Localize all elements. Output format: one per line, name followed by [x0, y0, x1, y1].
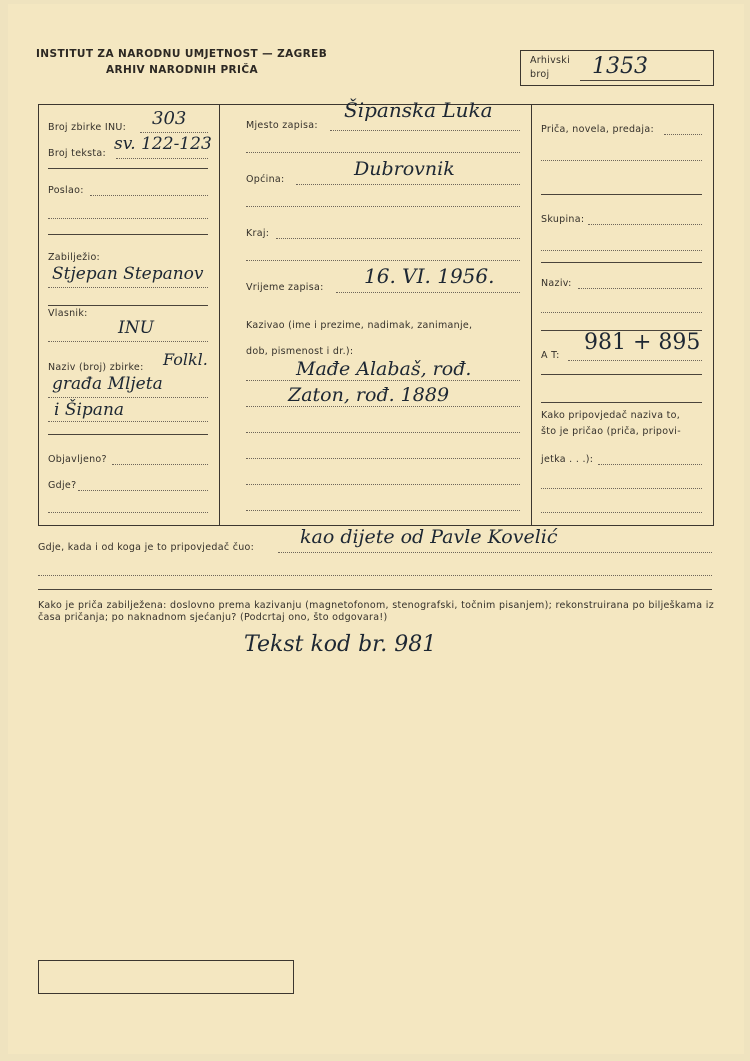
region-line — [276, 238, 520, 239]
narrator-line-2 — [246, 406, 520, 407]
region-label: Kraj: — [246, 228, 270, 239]
collection-name-value-1: Folkl. — [163, 350, 208, 369]
narrator-line-1 — [246, 380, 520, 381]
date-value: 16. VI. 1956. — [364, 264, 495, 288]
institute-title: INSTITUT ZA NARODNU UMJETNOST — ZAGREB — [36, 48, 328, 60]
where-label: Gdje? — [48, 480, 77, 491]
at-label: A T: — [541, 350, 560, 361]
archive-number-value: 1353 — [592, 54, 648, 79]
right-separator-2 — [541, 262, 702, 263]
archive-number-label-2: broj — [530, 69, 550, 80]
recorded-by-line — [48, 287, 208, 288]
published-label: Objavljeno? — [48, 454, 107, 465]
right-separator-1 — [541, 194, 702, 195]
group-line — [588, 224, 702, 225]
place-value: Šipanska Luka — [344, 98, 493, 122]
at-value: 981 + 895 — [584, 330, 701, 355]
title-label: Naziv: — [541, 278, 572, 289]
recorded-by-value: Stjepan Stepanov — [52, 264, 204, 284]
collection-name-line-2 — [48, 421, 208, 422]
collection-name-line-1 — [48, 397, 208, 398]
sent-by-line — [90, 195, 208, 196]
narrator-value-2: Zaton, rođ. 1889 — [288, 384, 450, 406]
narrator-line-4 — [246, 458, 520, 459]
narrator-label-1: Kazivao (ime i prezime, nadimak, zanimanje, — [246, 320, 473, 331]
sent-by-line-2 — [48, 218, 208, 219]
collection-name-value-3: i Šipana — [54, 400, 125, 420]
collection-name-label: Naziv (broj) zbirke: — [48, 362, 144, 373]
left-separator-4 — [48, 434, 208, 435]
right-separator-5 — [541, 402, 702, 403]
narrator-naming-label-1: Kako pripovjedač naziva to, — [541, 410, 681, 421]
where-line-2 — [48, 512, 208, 513]
bottom-separator — [38, 589, 712, 590]
title-line — [578, 288, 702, 289]
collection-number-label: Broj zbirke INU: — [48, 122, 127, 133]
archive-number-underline — [580, 80, 700, 81]
right-separator-4 — [541, 374, 702, 375]
where-line — [78, 490, 208, 491]
text-number-label: Broj teksta: — [48, 148, 107, 159]
collection-number-value: 303 — [152, 108, 187, 129]
at-line — [568, 360, 702, 361]
sent-by-label: Poslao: — [48, 185, 84, 196]
archive-title: ARHIV NARODNIH PRIČA — [106, 64, 258, 76]
narrator-line-6 — [246, 510, 520, 511]
narrator-naming-label-3: jetka . . .): — [541, 454, 594, 465]
region-line-2 — [246, 260, 520, 261]
narrator-line-3 — [246, 432, 520, 433]
left-separator-3 — [48, 305, 208, 306]
place-line-2 — [246, 152, 520, 153]
narrator-naming-line — [598, 464, 702, 465]
recorded-by-label: Zabilježio: — [48, 252, 101, 263]
left-column-divider — [219, 104, 220, 525]
owner-value: INU — [118, 318, 154, 338]
owner-line — [48, 341, 208, 342]
municipality-line — [296, 184, 520, 185]
municipality-value: Dubrovnik — [354, 158, 455, 180]
recording-method-text: Kako je priča zabilježena: doslovno prema kazivanju (magnetofonom, stenografski, točnim pisanjem); rekonstruirana po bilješkama iz časa pričanja; po naknadnom sjećanju? (Podcrtaj ono, što odgovara!) — [38, 600, 714, 623]
archive-number-label-1: Arhivski — [530, 55, 571, 66]
group-line-2 — [541, 250, 702, 251]
narrator-value-1: Mađe Alabaš, rođ. — [296, 358, 472, 380]
right-column-divider — [531, 104, 532, 525]
left-separator-2 — [48, 234, 208, 235]
story-type-label: Priča, novela, predaja: — [541, 124, 654, 135]
handwritten-note: Tekst kod br. 981 — [244, 632, 437, 657]
collection-name-value-2: građa Mljeta — [52, 374, 163, 394]
source-label: Gdje, kada i od koga je to pripovjedač čuo: — [38, 542, 255, 553]
date-line — [336, 292, 520, 293]
collection-number-line — [140, 132, 208, 133]
narrator-naming-line-3 — [541, 512, 702, 513]
place-label: Mjesto zapisa: — [246, 120, 318, 131]
title-line-2 — [541, 312, 702, 313]
source-line-2 — [38, 575, 712, 576]
source-value: kao dijete od Pavle Kovelić — [300, 526, 558, 548]
group-label: Skupina: — [541, 214, 585, 225]
narrator-line-5 — [246, 484, 520, 485]
text-number-value: sv. 122-123 — [114, 134, 212, 154]
story-type-line-2 — [541, 160, 702, 161]
owner-label: Vlasnik: — [48, 308, 88, 319]
text-number-line — [116, 158, 208, 159]
municipality-line-2 — [246, 206, 520, 207]
story-type-line — [664, 134, 702, 135]
bottom-empty-box — [38, 960, 294, 994]
place-line — [330, 130, 520, 131]
published-line — [112, 464, 208, 465]
date-label: Vrijeme zapisa: — [246, 282, 324, 293]
source-line — [278, 552, 712, 553]
narrator-naming-line-2 — [541, 488, 702, 489]
narrator-label-2: dob, pismenost i dr.): — [246, 346, 354, 357]
left-separator-1 — [48, 168, 208, 169]
municipality-label: Općina: — [246, 174, 285, 185]
narrator-naming-label-2: što je pričao (priča, pripovi- — [541, 426, 681, 437]
